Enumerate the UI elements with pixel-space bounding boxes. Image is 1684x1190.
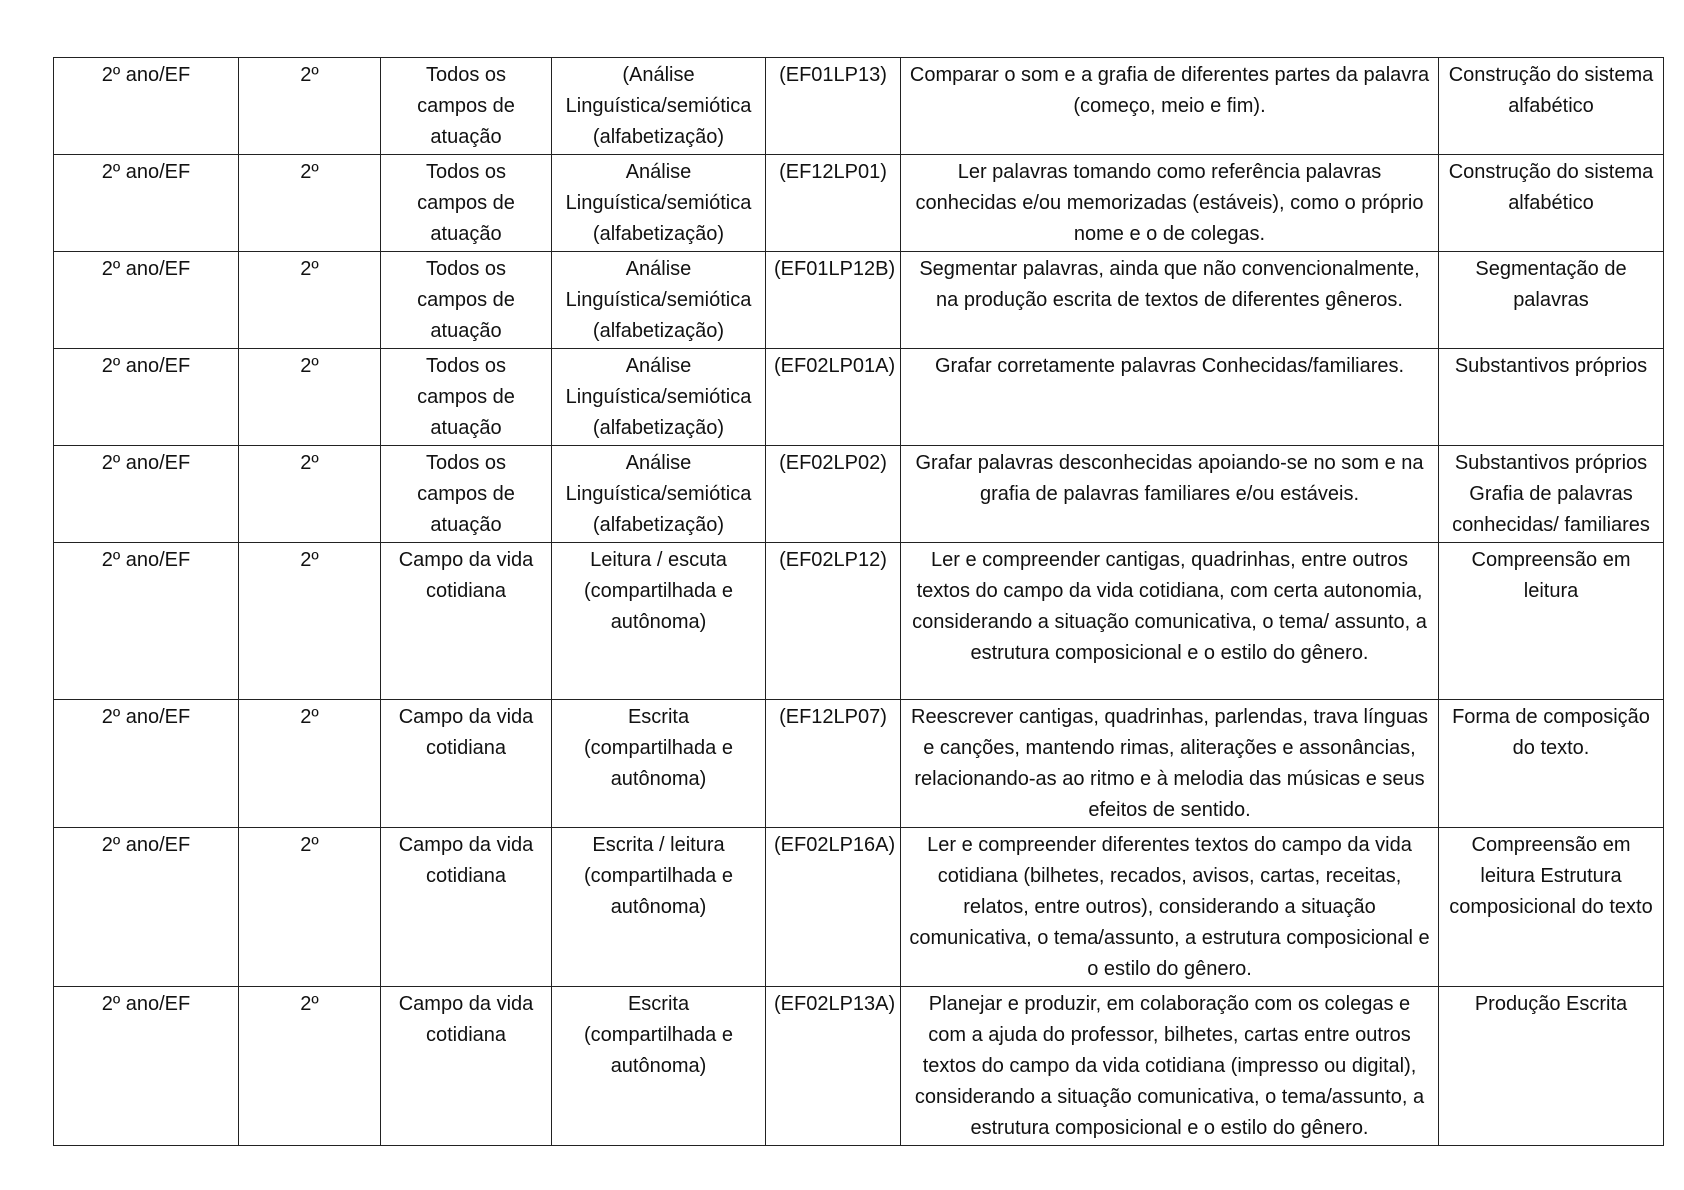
cell-codigo: (EF12LP07): [766, 700, 901, 828]
cell-habilidade: Segmentar palavras, ainda que não convencionalmente, na produção escrita de textos de diferentes gêneros.: [901, 252, 1439, 349]
cell-pratica: Escrita (compartilhada e autônoma): [552, 987, 766, 1146]
cell-ano: 2º ano/EF: [54, 155, 239, 252]
cell-ano: 2º ano/EF: [54, 543, 239, 700]
cell-bimestre: 2º: [239, 700, 381, 828]
table-row: [54, 700, 1664, 828]
cell-bimestre: 2º: [239, 987, 381, 1146]
cell-campo: Todos os campos de atuação: [381, 446, 552, 543]
cell-habilidade: Ler e compreender cantigas, quadrinhas, entre outros textos do campo da vida cotidiana, com certa autonomia, considerando a situação comunicativa, o tema/ assunto, a estrutura composicional e o estilo do gênero.: [901, 543, 1439, 700]
cell-pratica: Escrita / leitura (compartilhada e autônoma): [552, 828, 766, 987]
cell-habilidade: Comparar o som e a grafia de diferentes partes da palavra (começo, meio e fim).: [901, 58, 1439, 155]
table-body: [54, 58, 1664, 1146]
cell-codigo: (EF01LP12B): [766, 252, 901, 349]
cell-habilidade: Ler e compreender diferentes textos do campo da vida cotidiana (bilhetes, recados, avisos, cartas, receitas, relatos, entre outros), considerando a situação comunicativa, o tema/assunto, a estrutura composicional e o estilo do gênero.: [901, 828, 1439, 987]
cell-pratica: Escrita (compartilhada e autônoma): [552, 700, 766, 828]
cell-pratica: Análise Linguística/semiótica (alfabetização): [552, 446, 766, 543]
cell-objeto: Forma de composição do texto.: [1439, 700, 1664, 828]
table-row: [54, 155, 1664, 252]
cell-ano: 2º ano/EF: [54, 252, 239, 349]
cell-ano: 2º ano/EF: [54, 349, 239, 446]
cell-bimestre: 2º: [239, 828, 381, 987]
cell-campo: Todos os campos de atuação: [381, 155, 552, 252]
cell-codigo: (EF02LP01A): [766, 349, 901, 446]
cell-bimestre: 2º: [239, 446, 381, 543]
cell-bimestre: 2º: [239, 252, 381, 349]
cell-campo: Campo da vida cotidiana: [381, 828, 552, 987]
table-row: [54, 543, 1664, 700]
cell-objeto: Compreensão em leitura: [1439, 543, 1664, 700]
cell-codigo: (EF12LP01): [766, 155, 901, 252]
cell-ano: 2º ano/EF: [54, 828, 239, 987]
cell-campo: Todos os campos de atuação: [381, 252, 552, 349]
cell-objeto: Construção do sistema alfabético: [1439, 58, 1664, 155]
cell-bimestre: 2º: [239, 155, 381, 252]
cell-objeto: Substantivos próprios: [1439, 349, 1664, 446]
cell-pratica: Análise Linguística/semiótica (alfabetização): [552, 155, 766, 252]
cell-habilidade: Ler palavras tomando como referência palavras conhecidas e/ou memorizadas (estáveis), como o próprio nome e o de colegas.: [901, 155, 1439, 252]
curriculum-table: [53, 57, 1664, 1146]
table-row: [54, 987, 1664, 1146]
cell-ano: 2º ano/EF: [54, 700, 239, 828]
cell-codigo: (EF01LP13): [766, 58, 901, 155]
cell-campo: Campo da vida cotidiana: [381, 700, 552, 828]
cell-habilidade: Grafar corretamente palavras Conhecidas/familiares.: [901, 349, 1439, 446]
cell-codigo: (EF02LP02): [766, 446, 901, 543]
cell-objeto: Produção Escrita: [1439, 987, 1664, 1146]
cell-pratica: (Análise Linguística/semiótica (alfabetização): [552, 58, 766, 155]
cell-objeto: Compreensão em leitura Estrutura composicional do texto: [1439, 828, 1664, 987]
table-row: [54, 828, 1664, 987]
cell-ano: 2º ano/EF: [54, 446, 239, 543]
cell-campo: Campo da vida cotidiana: [381, 987, 552, 1146]
cell-bimestre: 2º: [239, 349, 381, 446]
table-row: [54, 252, 1664, 349]
cell-objeto: Substantivos próprios Grafia de palavras conhecidas/ familiares: [1439, 446, 1664, 543]
cell-bimestre: 2º: [239, 58, 381, 155]
cell-campo: Campo da vida cotidiana: [381, 543, 552, 700]
cell-habilidade: Grafar palavras desconhecidas apoiando-se no som e na grafia de palavras familiares e/ou estáveis.: [901, 446, 1439, 543]
cell-bimestre: 2º: [239, 543, 381, 700]
cell-ano: 2º ano/EF: [54, 58, 239, 155]
cell-objeto: Segmentação de palavras: [1439, 252, 1664, 349]
cell-habilidade: Reescrever cantigas, quadrinhas, parlendas, trava línguas e canções, mantendo rimas, aliterações e assonâncias, relacionando-as ao ritmo e à melodia das músicas e seus efeitos de sentido.: [901, 700, 1439, 828]
cell-codigo: (EF02LP12): [766, 543, 901, 700]
cell-campo: Todos os campos de atuação: [381, 349, 552, 446]
cell-habilidade: Planejar e produzir, em colaboração com os colegas e com a ajuda do professor, bilhetes, cartas entre outros textos do campo da vida cotidiana (impresso ou digital), considerando a situação comunicativa, o tema/assunto, a estrutura composicional e o estilo do gênero.: [901, 987, 1439, 1146]
cell-pratica: Análise Linguística/semiótica (alfabetização): [552, 252, 766, 349]
cell-objeto: Construção do sistema alfabético: [1439, 155, 1664, 252]
table-row: [54, 349, 1664, 446]
table-row: [54, 446, 1664, 543]
cell-codigo: (EF02LP13A): [766, 987, 901, 1146]
cell-codigo: (EF02LP16A): [766, 828, 901, 987]
cell-pratica: Análise Linguística/semiótica (alfabetização): [552, 349, 766, 446]
cell-pratica: Leitura / escuta (compartilhada e autônoma): [552, 543, 766, 700]
cell-campo: Todos os campos de atuação: [381, 58, 552, 155]
cell-ano: 2º ano/EF: [54, 987, 239, 1146]
table-row: [54, 58, 1664, 155]
